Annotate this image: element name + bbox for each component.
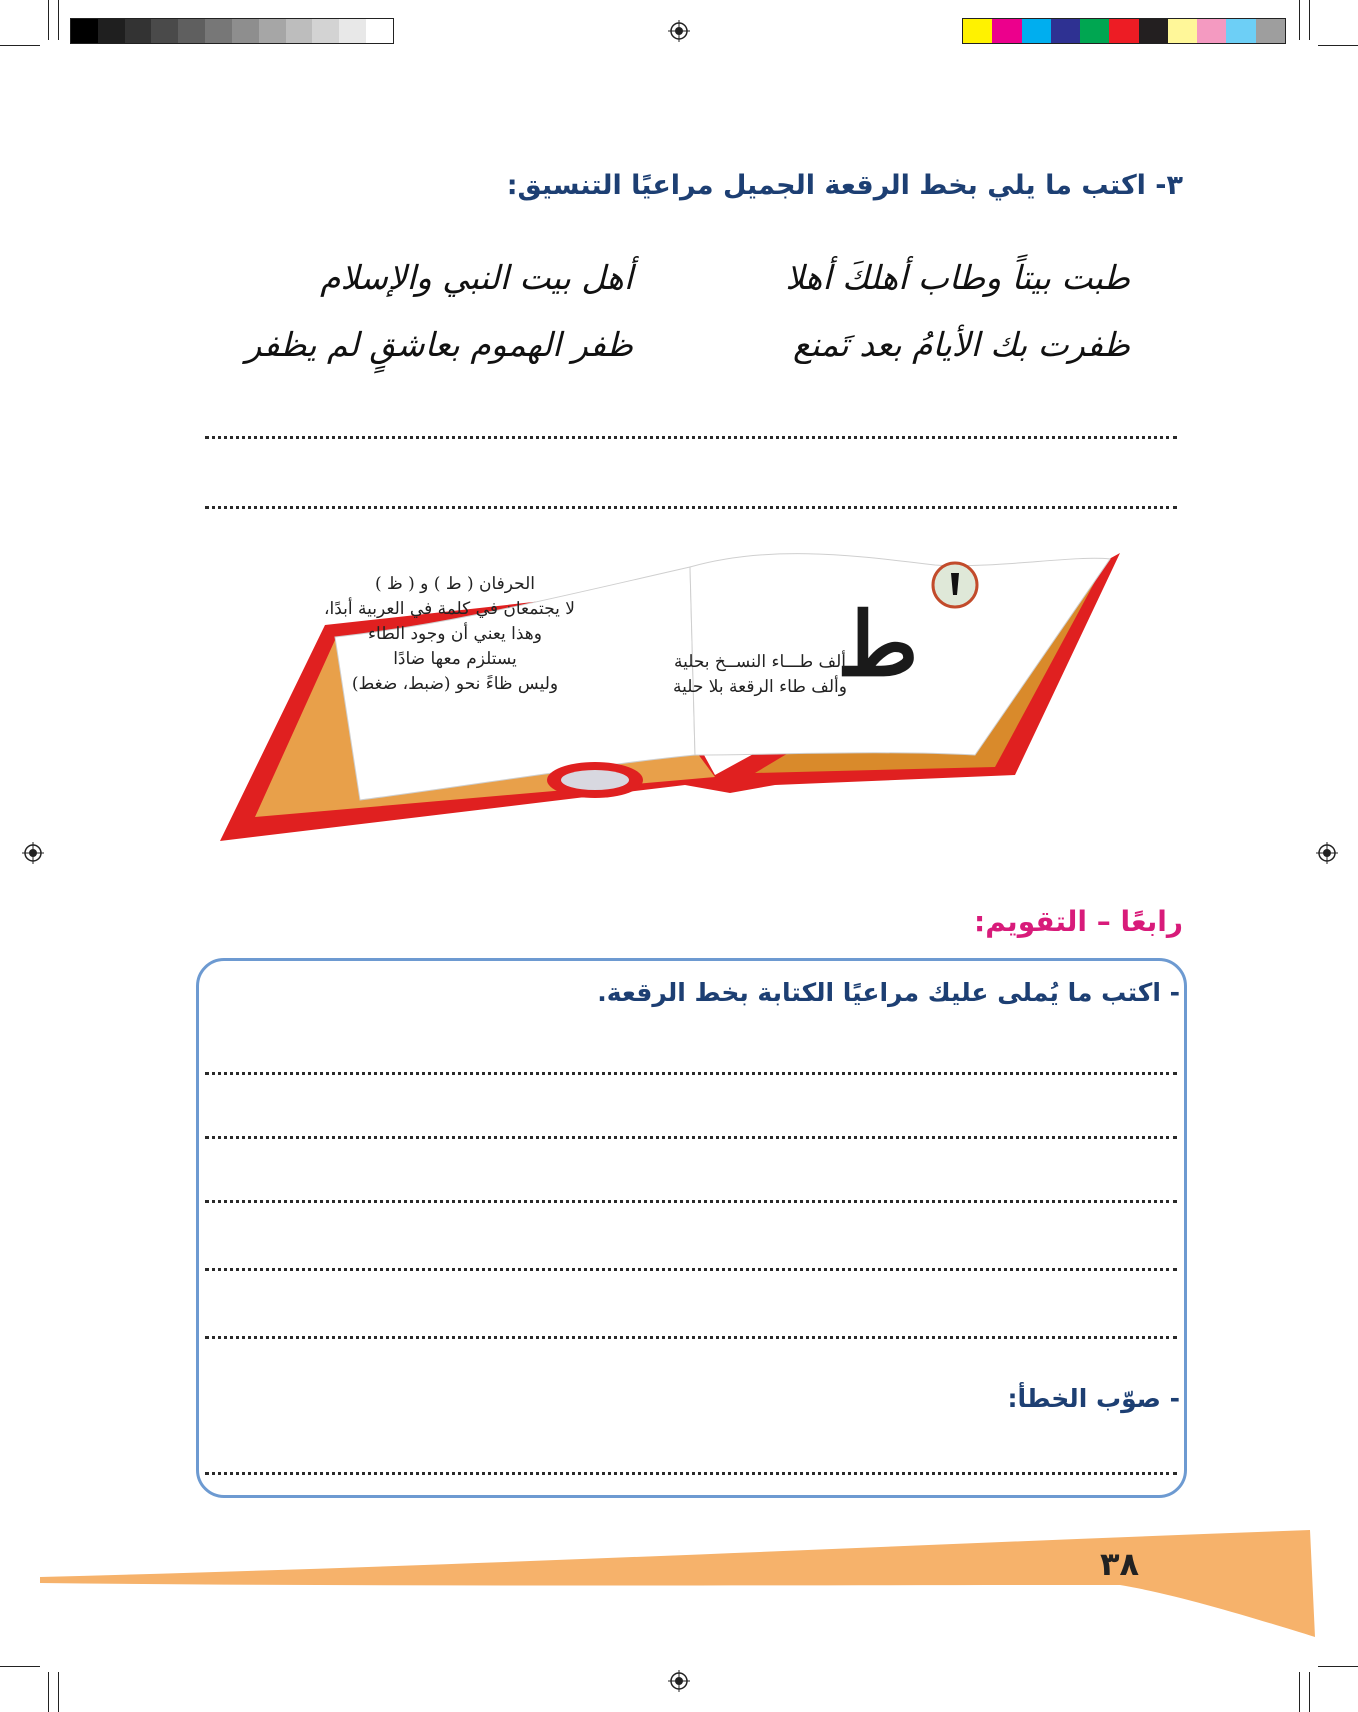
crop-mark — [48, 0, 49, 40]
crop-mark — [58, 1672, 59, 1712]
verse-2-second-hemistich: ظفر الهموم بعاشقٍ لم يظفر — [245, 325, 633, 364]
gray-swatch — [312, 19, 339, 43]
note-line: وألف طاء الرقعة بلا حلية — [672, 677, 847, 697]
color-calibration-strip — [962, 18, 1286, 44]
registration-mark-icon — [668, 1670, 690, 1692]
gray-swatch — [286, 19, 313, 43]
section-title-evaluation: رابعًا – التقويم: — [974, 905, 1183, 938]
writing-line[interactable] — [205, 436, 1177, 439]
writing-line[interactable] — [205, 1200, 1177, 1203]
writing-line[interactable] — [205, 1336, 1177, 1339]
gray-swatch — [339, 19, 366, 43]
registration-mark-icon — [668, 20, 690, 42]
gray-swatch — [125, 19, 152, 43]
gray-swatch — [151, 19, 178, 43]
note-line: ألف طـــاء النســخ بحلية — [673, 652, 847, 672]
writing-line[interactable] — [205, 506, 1177, 509]
registration-mark-icon — [22, 842, 44, 864]
crop-mark — [58, 0, 59, 40]
crop-mark — [48, 1672, 49, 1712]
right-page-note — [660, 650, 860, 700]
evaluation-box — [196, 958, 1187, 1498]
writing-line[interactable] — [205, 1136, 1177, 1139]
color-swatch — [1051, 19, 1080, 43]
gray-swatch — [205, 19, 232, 43]
open-book-illustration — [215, 545, 1165, 845]
exercise-title: ٣- اكتب ما يلي بخط الرقعة الجميل مراعيًا التنسيق: — [506, 170, 1183, 201]
writing-line[interactable] — [205, 1268, 1177, 1271]
color-swatch — [1080, 19, 1109, 43]
note-line: وهذا يعني أن وجود الطاء — [368, 624, 542, 644]
crop-mark — [1318, 45, 1358, 46]
crop-mark — [1299, 0, 1300, 40]
gray-swatch — [259, 19, 286, 43]
color-swatch — [1226, 19, 1255, 43]
color-swatch — [1109, 19, 1138, 43]
gray-calibration-strip — [70, 18, 394, 44]
footer-band — [0, 1525, 1358, 1645]
gray-swatch — [178, 19, 205, 43]
gray-swatch — [98, 19, 125, 43]
gray-swatch — [366, 19, 393, 43]
color-swatch — [1168, 19, 1197, 43]
correct-error-instruction: - صوّب الخطأ: — [1007, 1384, 1180, 1413]
note-line: لا يجتمعان في كلمة في العربية أبدًا، — [324, 599, 575, 619]
gray-swatch — [232, 19, 259, 43]
color-swatch — [1022, 19, 1051, 43]
color-swatch — [1256, 19, 1285, 43]
page-number: ٣٨ — [1100, 1545, 1140, 1583]
note-line: الحرفان ( ط ) و ( ظ ) — [374, 574, 536, 594]
crop-mark — [0, 1666, 40, 1667]
writing-line[interactable] — [205, 1472, 1177, 1475]
writing-line[interactable] — [205, 1072, 1177, 1075]
verse-2-first-hemistich: ظفرت بك الأيامُ بعد تَمنع — [792, 325, 1130, 364]
crop-mark — [1318, 1666, 1358, 1667]
verse-1-first-hemistich: طبت بيتاً وطاب أهلكَ أهلا — [785, 258, 1130, 297]
registration-mark-icon — [1316, 842, 1338, 864]
left-page-note — [324, 572, 575, 697]
note-line: يستلزم معها ضادًا — [393, 649, 517, 669]
verse-1-second-hemistich: أهل بيت النبي والإسلام — [320, 258, 633, 297]
dictation-instruction: - اكتب ما يُملى عليك مراعيًا الكتابة بخط الرقعة. — [597, 978, 1180, 1007]
note-line: وليس ظاءً نحو (ضبط، ضغط) — [351, 674, 559, 694]
crop-mark — [1309, 0, 1310, 40]
color-swatch — [1197, 19, 1226, 43]
crop-mark — [1309, 1672, 1310, 1712]
taa-letter: ط — [837, 592, 919, 696]
color-swatch — [1139, 19, 1168, 43]
color-swatch — [992, 19, 1021, 43]
crop-mark — [0, 45, 40, 46]
color-swatch — [963, 19, 992, 43]
gray-swatch — [71, 19, 98, 43]
crop-mark — [1299, 1672, 1300, 1712]
